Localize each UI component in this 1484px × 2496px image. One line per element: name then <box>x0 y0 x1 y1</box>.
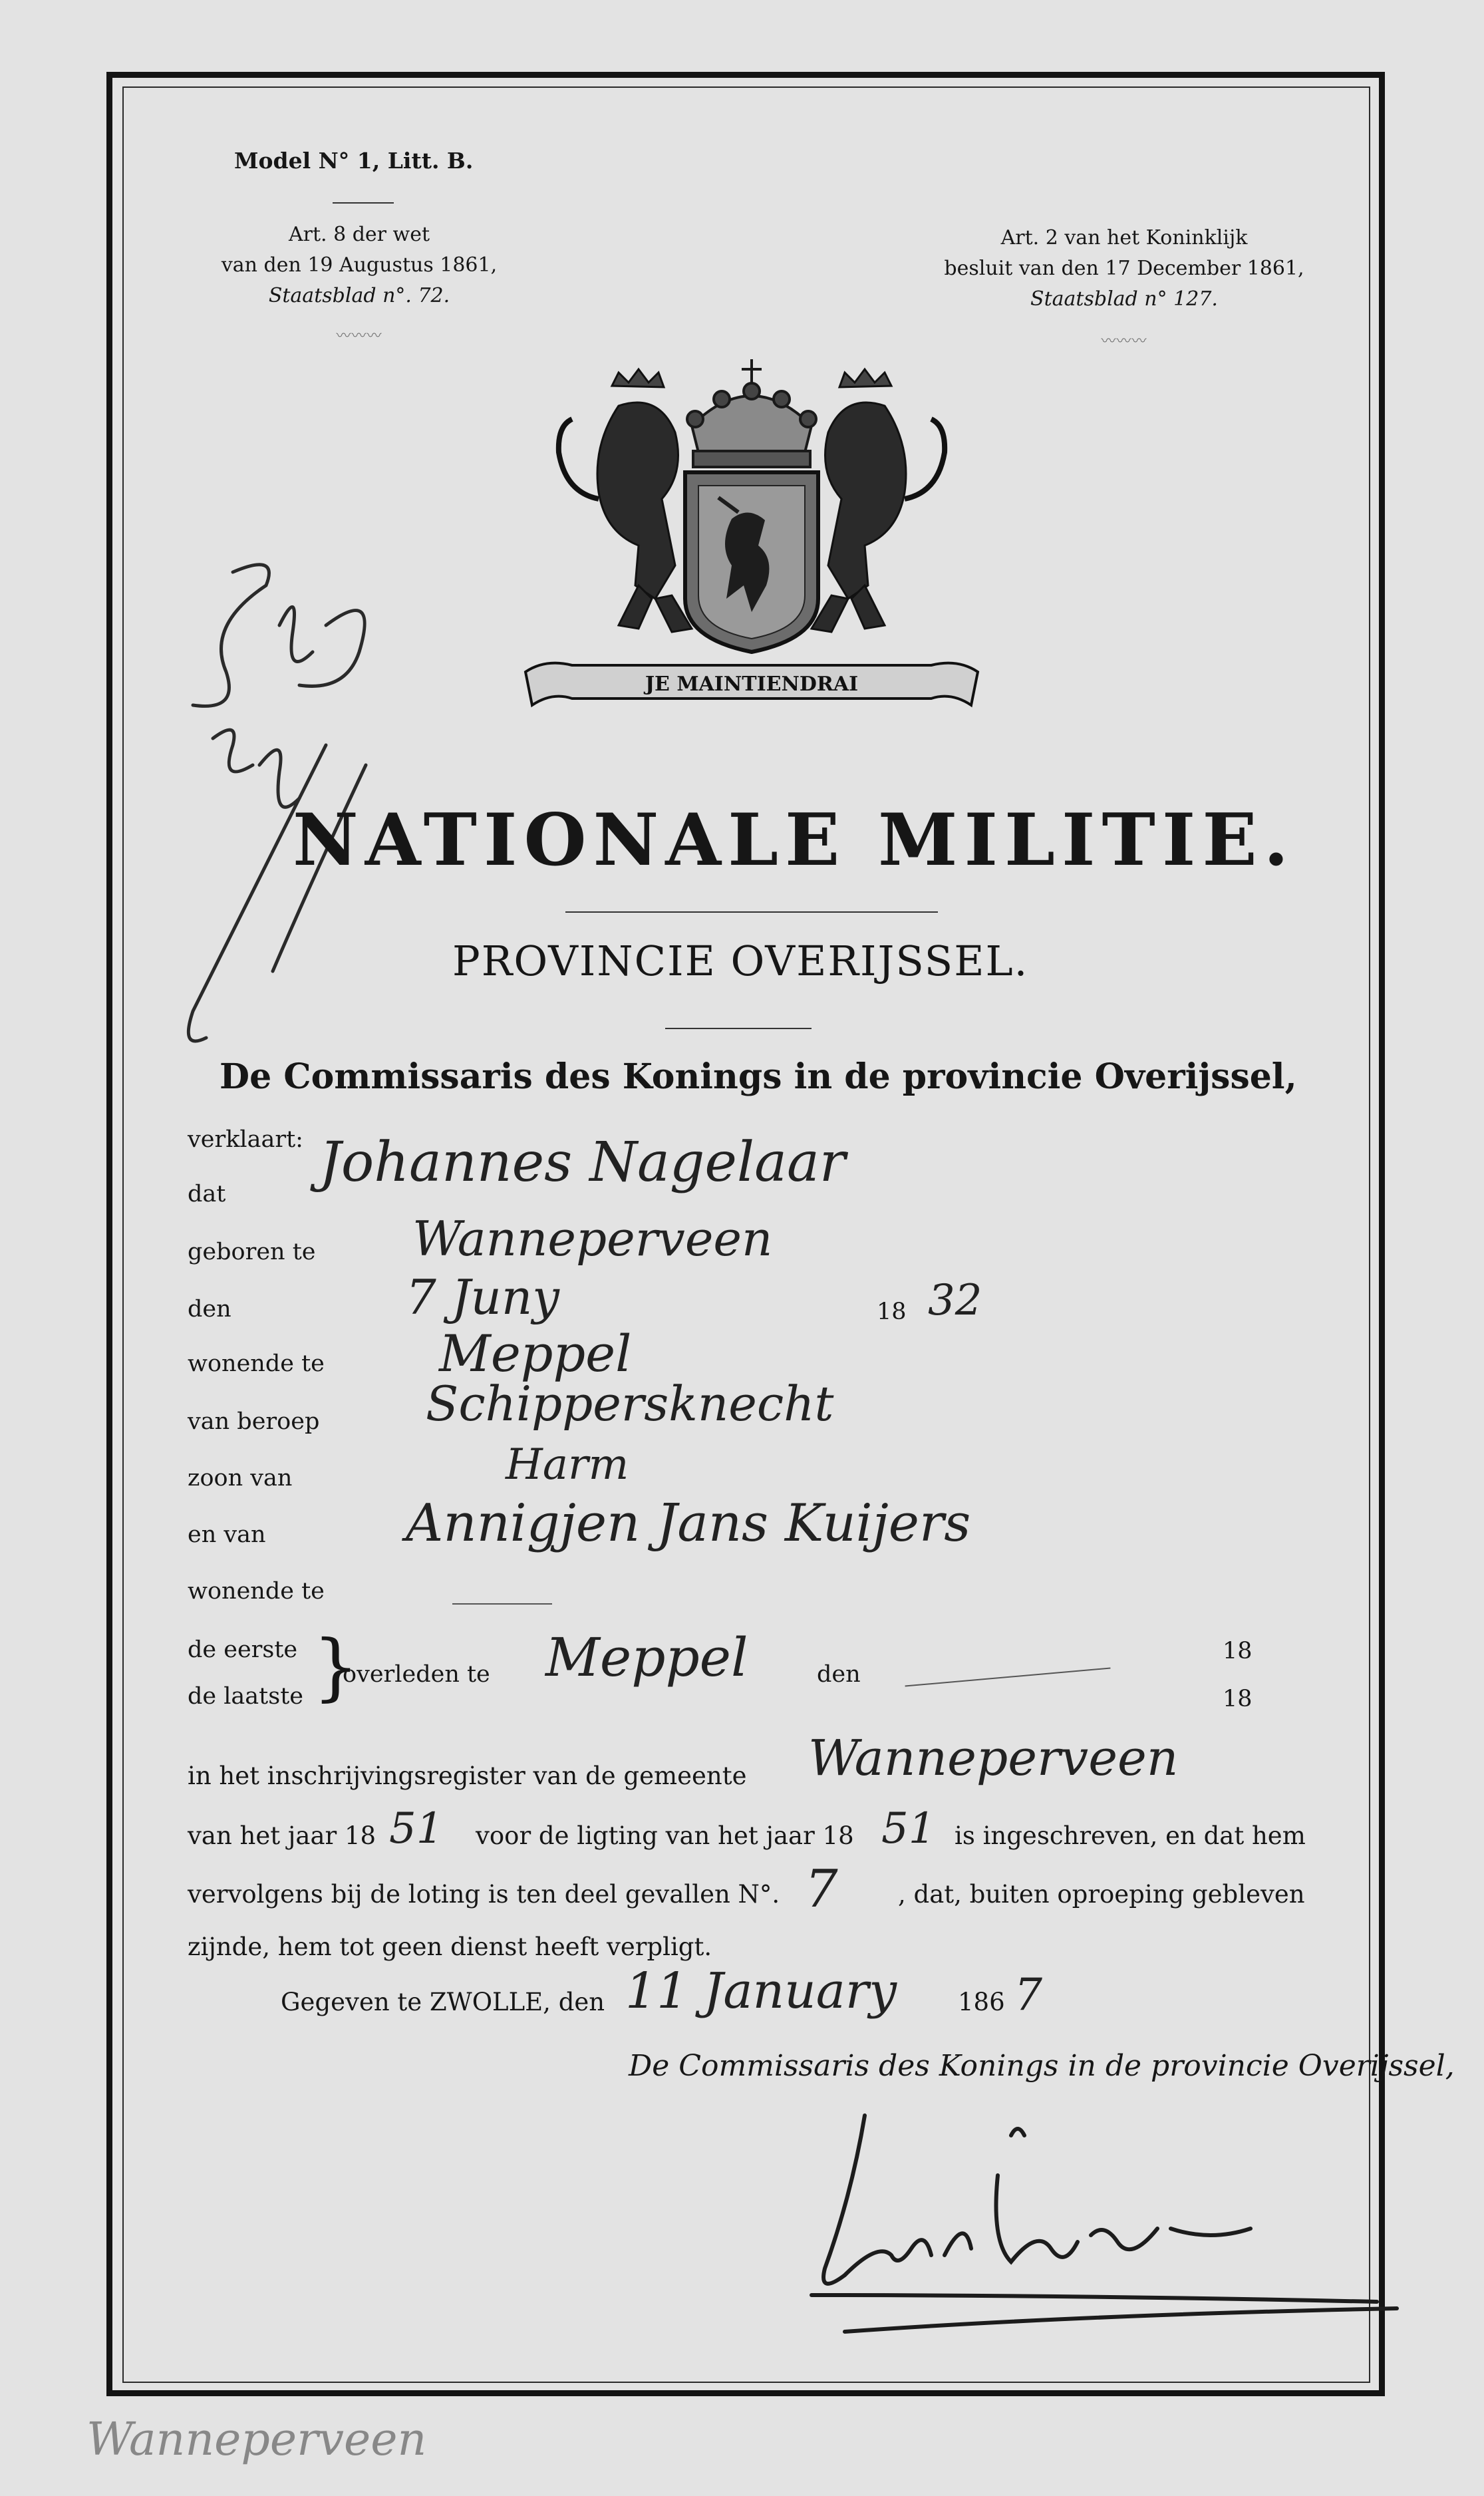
label-year-prefix: 18 <box>877 1299 907 1325</box>
blank-residence-line <box>452 1603 552 1605</box>
text-gegeven: Gegeven te ZWOLLE, den <box>281 1988 605 2016</box>
label-laatste: de laatste <box>188 1683 303 1710</box>
text-ingeschreven: is ingeschreven, en dat hem <box>955 1821 1306 1850</box>
left-legal-reference: Art. 8 der wet van den 19 Augustus 1861, Staatsblad n°. 72. <box>221 223 498 307</box>
handwritten-registration-year: 51 <box>389 1804 444 1853</box>
text-ligting: voor de ligting van het jaar 18 <box>476 1821 854 1850</box>
handwritten-date: 11 January <box>625 1962 897 2020</box>
province-rule <box>665 1028 812 1029</box>
flourish-left: 〰〰〰 <box>336 328 382 345</box>
handwritten-birthdate: 7 Juny <box>406 1269 559 1325</box>
flourish-right: 〰〰〰 <box>1101 333 1147 350</box>
label-yr2: 18 <box>1223 1686 1253 1712</box>
signature-title-line: De Commissaris des Konings in de provincie Overijssel, <box>629 2049 1455 2083</box>
header-rule-left <box>333 202 394 204</box>
handwritten-municipality: Wanneperveen <box>808 1730 1179 1787</box>
brace: } <box>313 1624 359 1709</box>
handwritten-levy-year: 51 <box>881 1804 936 1853</box>
handwritten-father: Harm <box>506 1440 629 1489</box>
text-oproeping: , dat, buiten oproeping gebleven <box>898 1880 1305 1909</box>
handwritten-birthyear: 32 <box>928 1276 982 1325</box>
document-title: NATIONALE MILITIE. <box>293 798 1296 882</box>
text-register: in het inschrijvingsregister van de gemeente <box>188 1762 747 1790</box>
label-dat: dat <box>188 1181 226 1207</box>
motto-text: JE MAINTIENDRAI <box>645 673 859 696</box>
coat-of-arms-emblem <box>519 346 984 732</box>
province-heading: PROVINCIE OVERIJSSEL. <box>452 937 1029 985</box>
label-den: den <box>188 1296 231 1323</box>
commissioner-heading: De Commissaris des Konings in de provincie Overijssel, <box>220 1056 1297 1097</box>
label-overleden: overleden te <box>343 1661 490 1688</box>
handwritten-residence: Meppel <box>439 1324 632 1383</box>
handwritten-lot-number: 7 <box>805 1859 838 1919</box>
label-zoon: zoon van <box>188 1465 293 1491</box>
label-den-2: den <box>817 1661 861 1688</box>
title-rule <box>565 911 938 913</box>
handwritten-death-place: Meppel <box>545 1627 748 1688</box>
label-yr1: 18 <box>1223 1638 1253 1664</box>
text-jaar1: van het jaar 18 <box>188 1821 376 1850</box>
right-legal-reference: Art. 2 van het Koninklijk besluit van den 17 December 1861, Staatsblad n° 127. <box>944 226 1304 311</box>
label-wonende-2: wonende te <box>188 1578 325 1605</box>
text-loting: vervolgens bij de loting is ten deel gevallen N°. <box>188 1880 780 1909</box>
handwritten-occupation: Schippersknecht <box>426 1376 834 1432</box>
handwritten-mother: Annigjen Jans Kuijers <box>406 1493 971 1553</box>
label-eerste: de eerste <box>188 1637 298 1663</box>
label-verklaart: verklaart: <box>188 1126 303 1153</box>
handwritten-birthplace: Wanneperveen <box>412 1211 773 1267</box>
handwritten-name: Johannes Nagelaar <box>319 1131 846 1194</box>
margin-note-bottom: Wanneperveen <box>86 2414 427 2466</box>
label-wonende: wonende te <box>188 1350 325 1377</box>
label-geboren: geboren te <box>188 1239 316 1265</box>
label-en-van: en van <box>188 1521 266 1548</box>
text-gegeven-year: 186 <box>958 1988 1005 2016</box>
text-zijnde: zijnde, hem tot geen dienst heeft verpligt. <box>188 1933 712 1961</box>
handwritten-year-digit: 7 <box>1014 1969 1042 2020</box>
label-beroep: van beroep <box>188 1408 320 1435</box>
commissioner-signature <box>745 2096 1430 2348</box>
model-number: Model N° 1, Litt. B. <box>234 148 474 174</box>
